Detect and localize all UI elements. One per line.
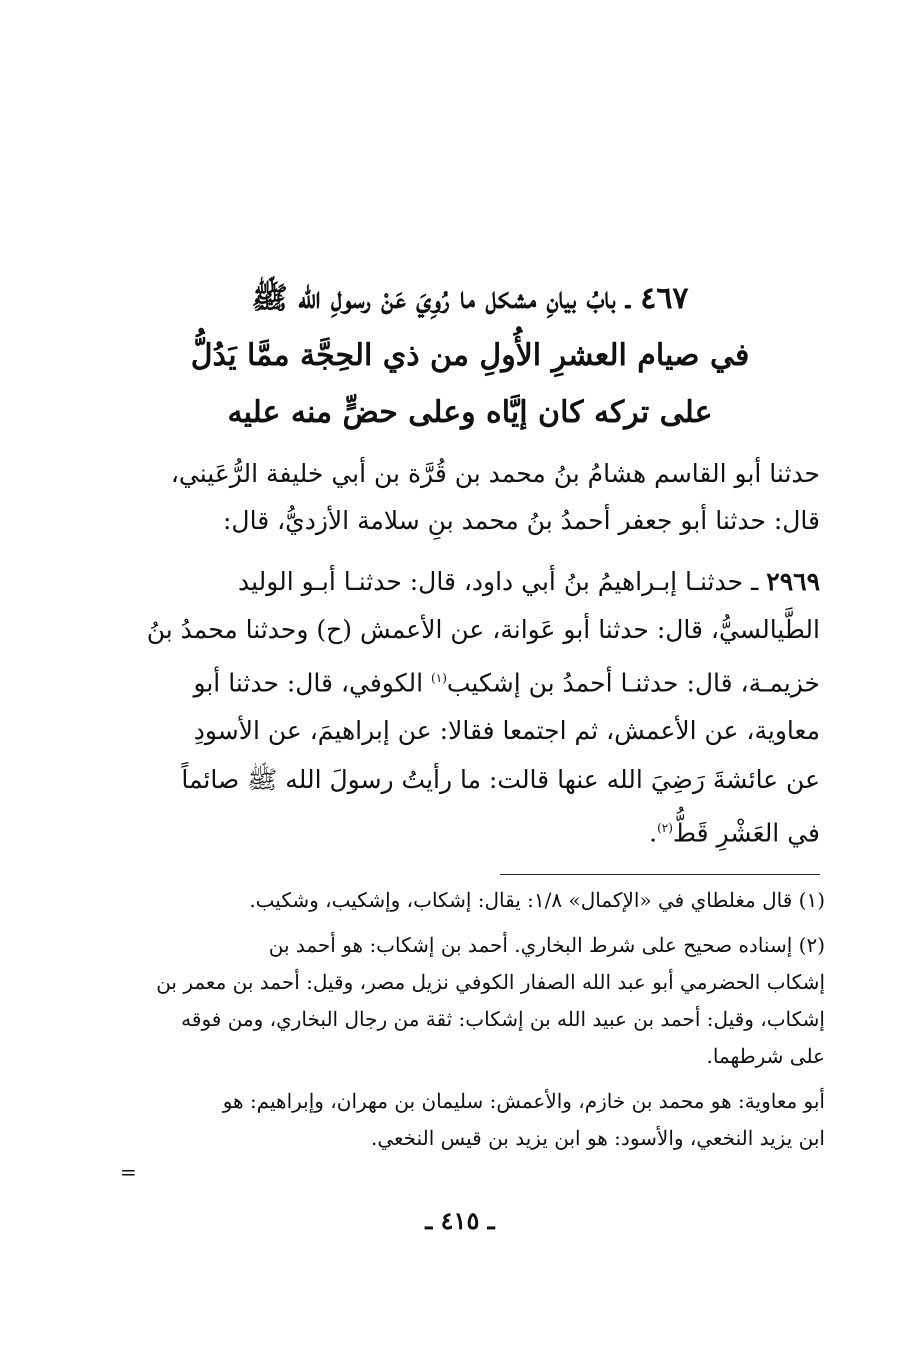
footnote-2-line-3: إشكاب، وقيل: أحمد بن عبيد الله بن إشكاب: ثقة من رجال البخاري، ومن فوقه xyxy=(181,1007,825,1031)
matn-line-2-text: في العَشْرِ قَطُّ xyxy=(672,818,820,848)
footnote-2-line-4: على شرطهما. xyxy=(706,1044,825,1068)
footnote-2-line-1: (٢) إسناده صحيح على شرط البخاري. أحمد بن إشكاب: هو أحمد بن xyxy=(268,933,825,957)
hadith-isnad xyxy=(135,558,820,755)
hadith-line-1-text: ـ حدثنـا إبـراهيمُ بنُ أبي داود، قال: حدثنـا أبـو الوليد xyxy=(237,567,767,596)
heading-line-2: في صيام العشرِ الأُولِ من ذي الحِجَّة ممَّا يَدُلُّ xyxy=(190,338,750,373)
matn-line-2 xyxy=(135,804,820,857)
footnote-divider xyxy=(500,874,820,875)
footnotes xyxy=(135,882,825,1165)
footnote-3-line-1: أبو معاوية: هو محمد بن خازم، والأعمش: سليمان بن مهران، وإبراهيم: هو xyxy=(222,1089,825,1113)
isnad-intro xyxy=(130,450,820,544)
hadith-number: ٢٩٦٩ xyxy=(766,567,820,596)
hadith-line-2: الطَّيالسيُّ، قال: حدثنا أبو عَوانة، عن الأعمش (ح) وحدثنا محمدُ بنُ xyxy=(146,615,820,644)
footnote-3 xyxy=(135,1083,825,1157)
hadith-line-3-text-b: الكوفي، قال: حدثنا أبو xyxy=(193,668,432,698)
heading-line-1: ٤٦٧ ـ بابُ بيانِ مشكل ما رُوِيَ عَنْ رسولِ الله ﷺ xyxy=(251,281,689,316)
hadith-line-3-text-a: خزيمـة، قال: حدثنـا أحمدُ بن إشكيب xyxy=(446,668,820,698)
footnote-ref-2: (٢) xyxy=(657,821,673,835)
hadith-matn xyxy=(135,756,820,857)
footnote-1 xyxy=(135,882,825,919)
heading-line-3: على تركه كان إيَّاه وعلى حضٍّ منه عليه xyxy=(227,395,713,430)
hadith-line-3 xyxy=(135,654,820,707)
chapter-heading xyxy=(130,270,810,441)
intro-line-2: قال: حدثنا أبو جعفر أحمدُ بنُ محمد بنِ سلامة الأزديُّ، قال: xyxy=(222,506,820,535)
matn-line-1: عن عائشةَ رَضِيَ الله عنها قالت: ما رأيتُ رسولَ الله ﷺ صائماً xyxy=(181,765,820,794)
footnote-ref-1: (١) xyxy=(431,671,447,685)
intro-line-1: حدثنا أبو القاسم هشامُ بنُ محمد بن قُرَّة بن أبي خليفة الرُّعَيني، xyxy=(170,459,820,488)
hadith-line-1 xyxy=(135,558,820,606)
page-number: ـ ٤١٥ ـ xyxy=(425,1206,495,1235)
matn-line-2-end: . xyxy=(649,818,658,848)
footnote-2-line-2: إشكاب الحضرمي أبو عبد الله الصفار الكوفي نزيل مصر، وقيل: أحمد بن معمر بن xyxy=(156,970,825,994)
hadith-line-4: معاوية، عن الأعمش، ثم اجتمعا فقالا: عن إبراهيمَ، عن الأسودِ xyxy=(193,716,820,746)
footnote-2 xyxy=(135,927,825,1075)
footnote-1-line-1: (١) قال مغلطاي في «الإكمال» ١/٨: يقال: إشكاب، وإشكيب، وشكيب. xyxy=(249,888,825,912)
continuation-mark: = xyxy=(120,1160,137,1184)
footnote-3-line-2: ابن يزيد النخعي، والأسود: هو ابن يزيد بن قيس النخعي. xyxy=(370,1126,825,1150)
